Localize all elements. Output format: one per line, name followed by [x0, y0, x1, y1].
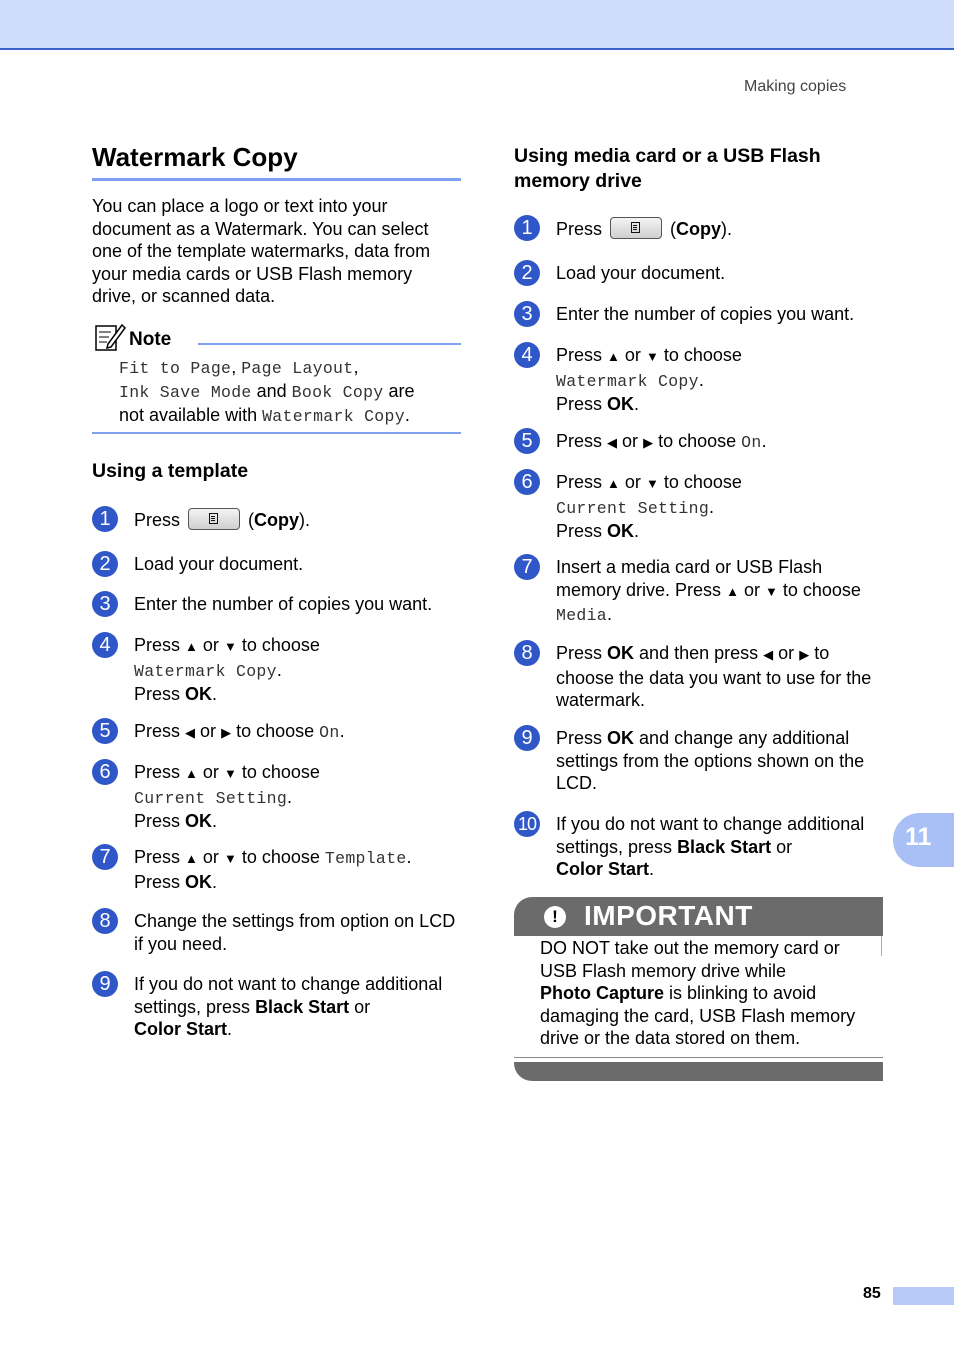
important-title: IMPORTANT	[584, 900, 753, 931]
up-arrow-icon: ▲	[185, 766, 198, 781]
down-arrow-icon: ▼	[223, 639, 237, 654]
left-arrow-icon: ◀	[185, 725, 196, 740]
down-arrow-icon: ▼	[645, 349, 659, 364]
exclamation-icon: !	[544, 906, 566, 928]
note-box	[92, 322, 461, 434]
right-arrow-icon: ▶	[799, 647, 810, 662]
note-title: Note	[129, 329, 172, 350]
left-arrow-icon: ◀	[607, 435, 618, 450]
chapter-tab: 11	[893, 813, 954, 867]
page-number-bar	[893, 1287, 954, 1305]
important-footer	[514, 1062, 883, 1081]
note-body: Fit to Page, Page Layout, Ink Save Mode and Book Copy are not available with Watermark Copy.	[119, 357, 415, 426]
down-arrow-icon: ▼	[645, 476, 659, 491]
note-rule-bottom	[92, 432, 461, 434]
right-arrow-icon: ▶	[643, 435, 654, 450]
up-arrow-icon: ▲	[185, 851, 198, 866]
copy-button-icon	[610, 217, 662, 239]
running-header: Making copies	[744, 78, 847, 95]
subsection-title-media: Using media card or a USB Flash memory drive	[514, 145, 821, 192]
down-arrow-icon: ▼	[223, 851, 237, 866]
up-arrow-icon: ▲	[607, 349, 620, 364]
left-arrow-icon: ◀	[763, 647, 774, 662]
important-box	[514, 897, 883, 1082]
up-arrow-icon: ▲	[726, 583, 739, 599]
copy-button-icon	[188, 508, 240, 530]
important-body: DO NOT take out the memory card or USB Flash memory drive while Photo Capture is blinking to avoid damaging the card, USB Flash memory drive or the data stored on them.	[540, 938, 856, 1049]
down-arrow-icon: ▼	[764, 583, 778, 599]
important-header	[514, 897, 883, 936]
title-rule	[92, 178, 461, 181]
intro-paragraph: You can place a logo or text into your document as a Watermark. You can select one of the template watermarks, data from your media cards or USB Flash memory drive, or scanned data.	[92, 196, 431, 307]
note-rule-top	[198, 343, 461, 345]
up-arrow-icon: ▲	[185, 639, 198, 654]
section-title: Watermark Copy	[92, 142, 298, 172]
page-number: 85	[863, 1285, 881, 1302]
up-arrow-icon: ▲	[607, 476, 620, 491]
down-arrow-icon: ▼	[223, 766, 237, 781]
top-band	[0, 0, 954, 50]
note-pencil-icon	[94, 322, 126, 352]
right-arrow-icon: ▶	[221, 725, 232, 740]
subsection-title-template: Using a template	[92, 460, 249, 482]
